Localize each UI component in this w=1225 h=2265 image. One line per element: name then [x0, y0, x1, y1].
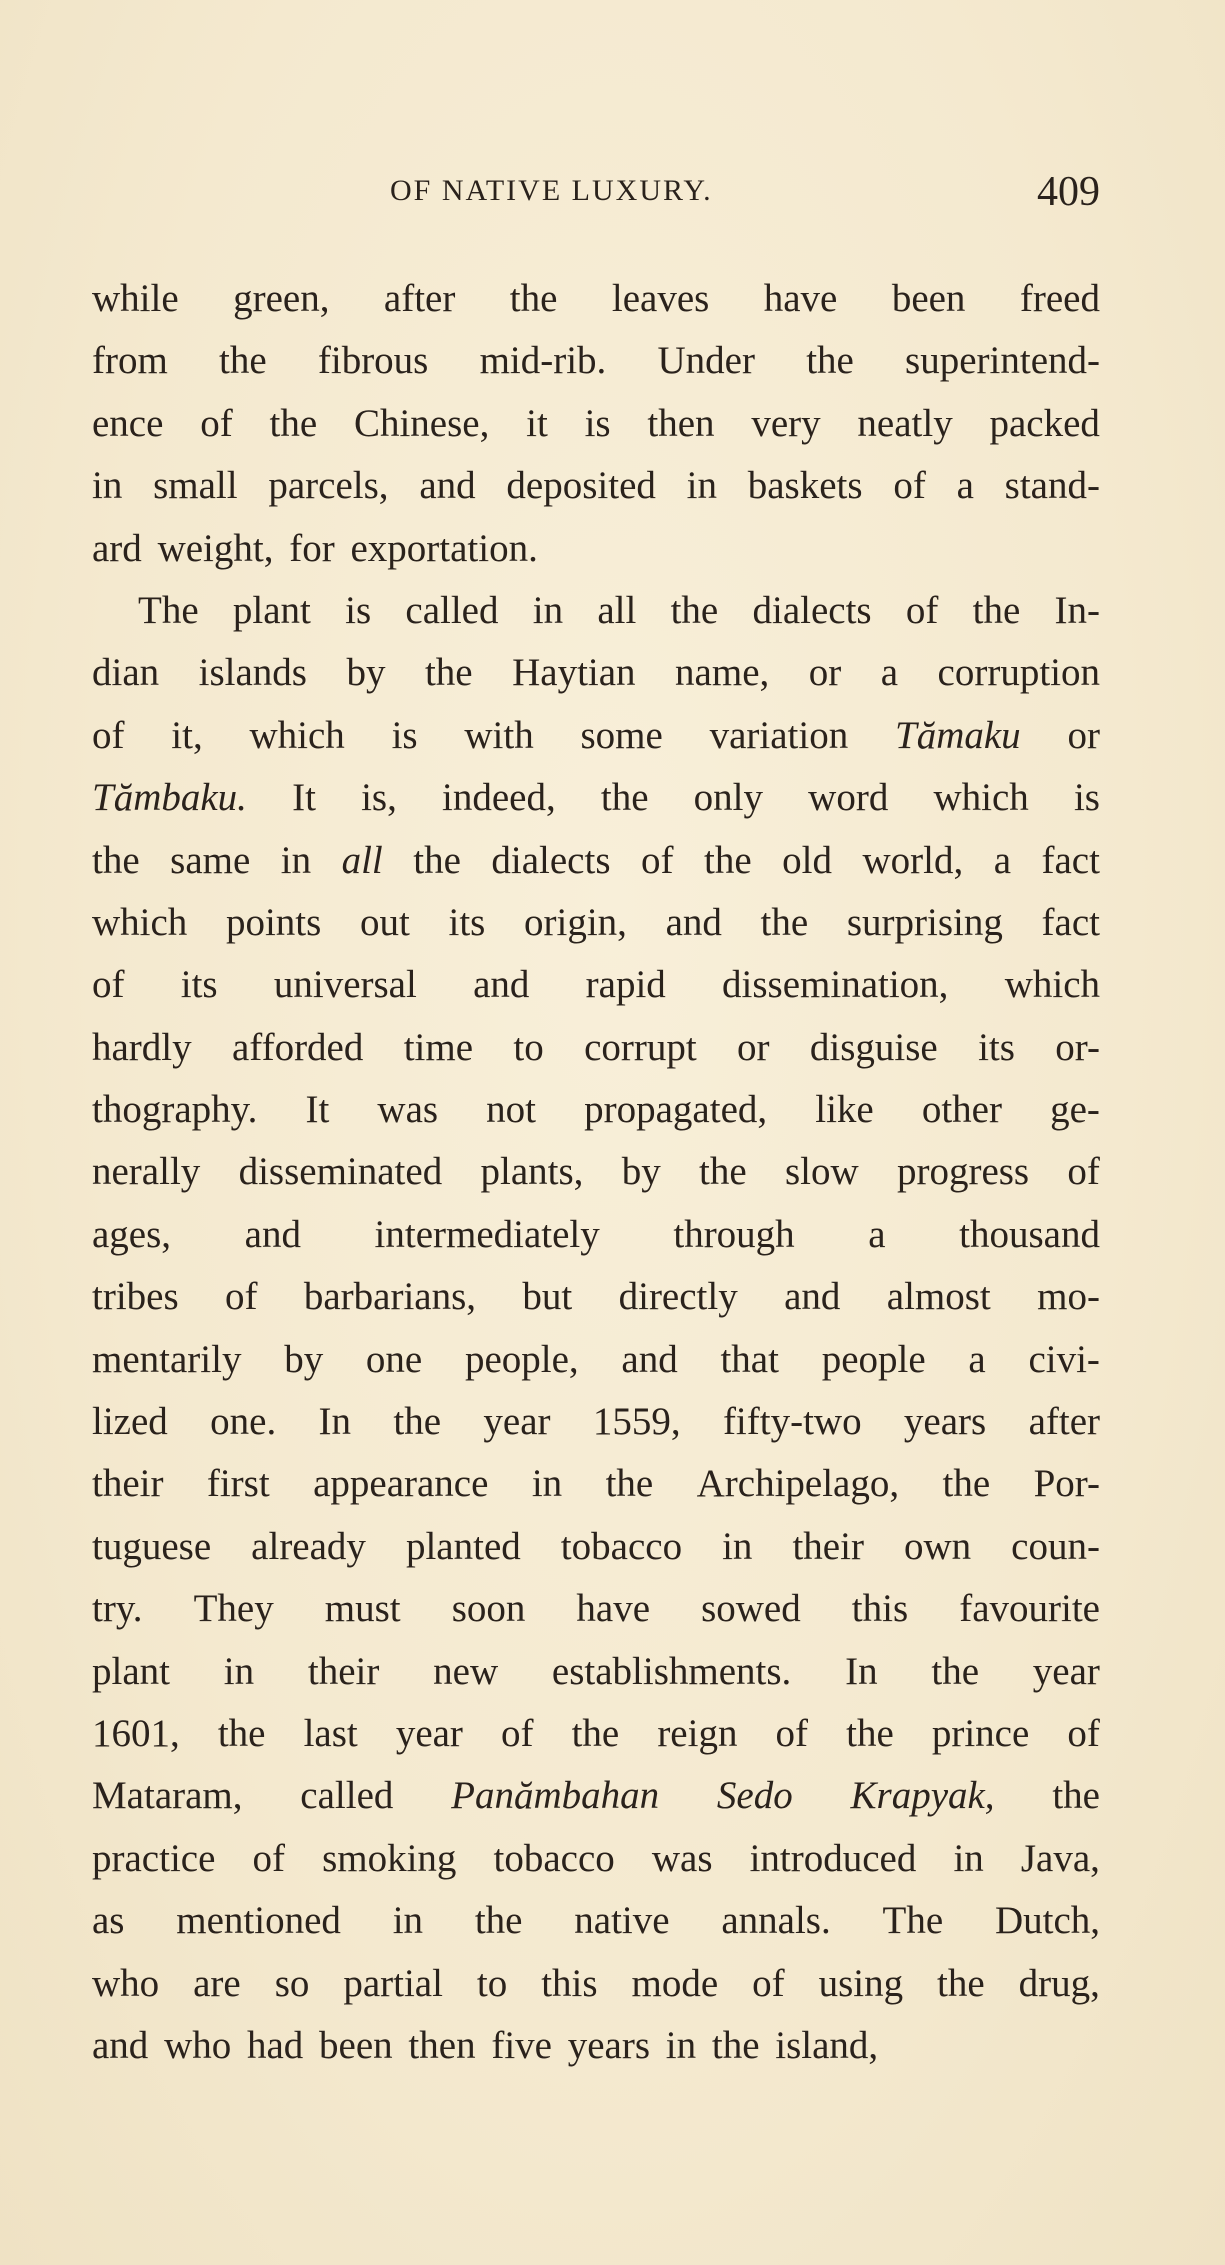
word: deposited [506, 464, 656, 508]
word: of [1067, 1711, 1100, 1755]
word: Tămbaku. [92, 776, 247, 820]
word: the [806, 339, 854, 383]
text-line [92, 1953, 1100, 2015]
word: ence [92, 401, 164, 445]
word: but [522, 1275, 573, 1319]
word: of [92, 713, 125, 757]
word: its [448, 900, 486, 944]
word: which [249, 713, 345, 757]
word: fact [1041, 838, 1100, 882]
word: the [571, 1711, 620, 1755]
word: a [956, 464, 974, 508]
word: that [720, 1337, 779, 1381]
word: thousand [959, 1212, 1100, 1256]
word: disseminated [238, 1150, 443, 1194]
word: or [1067, 713, 1100, 757]
word: plant [232, 588, 311, 632]
word: establishments. [551, 1649, 792, 1693]
word: or- [1055, 1025, 1100, 1069]
word: years [567, 2023, 651, 2067]
word: superintend- [905, 339, 1100, 383]
word: dialects [752, 588, 872, 632]
word: last [303, 1711, 358, 1755]
word: fibrous [317, 339, 429, 383]
word: as [92, 1899, 125, 1943]
text-line [92, 830, 1100, 892]
word: mid-rib. [479, 339, 607, 383]
word: civi- [1028, 1337, 1100, 1381]
word: it, [171, 713, 203, 757]
text-line [92, 1329, 1100, 1391]
word: tribes [92, 1275, 179, 1319]
word: called [405, 588, 499, 632]
word: been [891, 277, 966, 320]
word: directly [618, 1275, 738, 1319]
word: in [531, 1462, 563, 1506]
word: in [722, 1524, 753, 1568]
word: tuguese [92, 1524, 212, 1568]
word: a [993, 838, 1011, 882]
word: its [180, 963, 218, 1007]
word: is [584, 401, 611, 445]
text-line [92, 268, 1100, 330]
word: introduced [749, 1836, 917, 1880]
word: its [978, 1025, 1015, 1069]
word: the [424, 651, 473, 695]
word: to [476, 1961, 508, 2005]
word: tobacco [560, 1524, 683, 1568]
text-line [92, 580, 1100, 642]
word: the [760, 900, 809, 944]
word: world, [862, 838, 964, 882]
word: new [433, 1649, 499, 1693]
word: of [752, 1961, 785, 2005]
text-line [92, 1890, 1100, 1952]
word: packed [989, 401, 1100, 445]
word: the [269, 401, 318, 445]
word: prince [931, 1711, 1030, 1755]
word: and [92, 2023, 149, 2067]
word: green, [233, 277, 330, 320]
word: Haytian [512, 651, 636, 695]
word: soon [451, 1587, 526, 1631]
word: the [703, 838, 752, 882]
word: the [711, 2023, 760, 2067]
word: indeed, [441, 776, 556, 820]
word: of [775, 1711, 809, 1755]
word: to [513, 1025, 544, 1069]
word: The [882, 1899, 944, 1943]
word: the [605, 1462, 654, 1506]
word: tobacco [493, 1836, 615, 1880]
word: hardly [92, 1025, 192, 1069]
word: had [246, 2023, 304, 2067]
word: the [937, 1961, 985, 2005]
word: five [491, 2023, 552, 2067]
word: their [92, 1462, 164, 1506]
word: of [893, 464, 926, 508]
word: was [377, 1088, 439, 1132]
word: of [225, 1275, 258, 1319]
word: then [408, 2023, 476, 2067]
word: some [580, 713, 663, 757]
word: the [931, 1649, 980, 1693]
word: nerally [92, 1150, 201, 1194]
running-header [90, 168, 1100, 228]
word: slow [784, 1150, 859, 1194]
word: progress [896, 1150, 1030, 1194]
word: thography. [92, 1088, 258, 1132]
word: Java, [1020, 1836, 1100, 1880]
word: plant [92, 1649, 170, 1693]
word: planted [405, 1524, 521, 1568]
text-line [92, 1765, 1100, 1827]
word: after [1028, 1400, 1100, 1444]
word: in [392, 1899, 424, 1943]
word: reign [657, 1711, 738, 1755]
word: this [851, 1587, 909, 1631]
word: by [621, 1150, 661, 1194]
word: of [501, 1711, 534, 1755]
word: rapid [585, 963, 666, 1007]
word: and [621, 1337, 678, 1381]
word: which [933, 776, 1029, 820]
word: intermediately [374, 1212, 600, 1256]
word: smoking [322, 1836, 457, 1880]
word: universal [273, 963, 417, 1007]
text-line [92, 1703, 1100, 1765]
word: variation [709, 713, 849, 757]
word: Tămaku [895, 713, 1021, 757]
word: is, [361, 776, 397, 820]
word: very [751, 401, 821, 445]
word: is [345, 588, 372, 632]
word: Krapyak, [850, 1774, 995, 1818]
word: of [641, 838, 674, 882]
word: neatly [857, 401, 953, 445]
word: other [921, 1088, 1002, 1132]
word: In- [1054, 588, 1100, 632]
text-line [92, 1516, 1100, 1578]
word: their [792, 1524, 864, 1568]
word: in [532, 588, 564, 632]
word: fact [1041, 900, 1100, 944]
word: one. [210, 1400, 277, 1444]
text-line [92, 1641, 1100, 1703]
word: the [219, 339, 267, 383]
word: the [972, 588, 1021, 632]
word: island, [775, 2023, 879, 2067]
text-line [92, 1141, 1100, 1203]
word: who [92, 1961, 160, 2005]
word: disguise [809, 1025, 938, 1069]
word: have [576, 1587, 651, 1631]
word: a [868, 1212, 886, 1256]
word: one [365, 1337, 423, 1381]
text-line [92, 455, 1100, 517]
word: baskets [747, 464, 863, 508]
body-text [92, 268, 1100, 2077]
word: In [318, 1400, 352, 1444]
word: They [193, 1587, 274, 1631]
word: ard [92, 526, 142, 570]
word: is [1073, 776, 1100, 820]
word: of [1067, 1150, 1100, 1194]
word: and [665, 900, 722, 944]
word: same [170, 838, 251, 882]
word: of [92, 963, 125, 1007]
word: parcels, [268, 464, 389, 508]
word: old [782, 838, 832, 882]
word: year [483, 1400, 551, 1444]
word: in [223, 1649, 255, 1693]
word: the [942, 1462, 991, 1506]
word: small [153, 464, 238, 508]
word: propagated, [584, 1088, 768, 1132]
word: and [473, 963, 530, 1007]
word: a [968, 1337, 986, 1381]
word: Under [657, 339, 755, 383]
text-line [92, 1391, 1100, 1453]
word: the [474, 1899, 523, 1943]
word: a [880, 651, 899, 695]
word: people [821, 1337, 926, 1381]
text-line [92, 1578, 1100, 1640]
word: Panămbahan [451, 1774, 660, 1818]
word: almost [886, 1275, 991, 1319]
text-line [92, 1204, 1100, 1266]
word: of [252, 1836, 285, 1880]
word: year [395, 1711, 463, 1755]
page-number: 409 [1037, 169, 1100, 215]
word: islands [198, 651, 307, 695]
word: all [597, 588, 637, 632]
word: the [600, 776, 649, 820]
word: in [686, 464, 717, 508]
word: leaves [611, 277, 710, 320]
word: favourite [959, 1587, 1100, 1631]
word: ge- [1050, 1088, 1100, 1132]
word: It [305, 1088, 330, 1132]
word: ages, [92, 1212, 172, 1256]
word: already [251, 1524, 366, 1568]
word: are [193, 1961, 241, 2005]
word: and [784, 1275, 841, 1319]
word: all [341, 838, 383, 882]
word: with [464, 713, 534, 757]
word: weight, [157, 526, 274, 570]
word: in [953, 1836, 984, 1880]
text-line [92, 330, 1100, 392]
word: mode [631, 1961, 719, 2005]
word: coun- [1011, 1524, 1100, 1568]
word: of [905, 588, 939, 632]
word: in [665, 2023, 697, 2067]
word: plants, [480, 1150, 584, 1194]
word: of [200, 401, 233, 445]
word: Dutch, [994, 1899, 1100, 1943]
word: while [92, 277, 179, 320]
text-line [92, 1266, 1100, 1328]
word: own [903, 1524, 972, 1568]
word: this [541, 1961, 598, 2005]
word: sowed [701, 1587, 801, 1631]
word: dissemination, [722, 963, 949, 1007]
word: points [225, 900, 322, 944]
text-line [92, 1453, 1100, 1515]
word: Por- [1033, 1462, 1100, 1506]
word: It [292, 776, 316, 820]
word: by [346, 651, 386, 695]
word: practice [92, 1836, 216, 1880]
word: the [670, 588, 719, 632]
word: corrupt [584, 1025, 697, 1069]
word: year [1032, 1649, 1100, 1693]
word: or [808, 651, 842, 695]
word: people, [464, 1337, 579, 1381]
word: so [274, 1961, 310, 2005]
text-line [92, 892, 1100, 954]
word: and [419, 464, 476, 508]
word: it [526, 401, 548, 445]
word: like [815, 1088, 874, 1132]
text-line [92, 393, 1100, 455]
word: Sedo [716, 1774, 793, 1818]
word: drug, [1018, 1961, 1100, 2005]
word: is [391, 713, 418, 757]
word: the [92, 838, 140, 882]
word: corruption [937, 651, 1100, 695]
text-line [92, 642, 1100, 704]
word: who [164, 2023, 232, 2067]
word: name, [675, 651, 770, 695]
word: by [284, 1337, 324, 1381]
word: then [647, 401, 715, 445]
word: 1559, [592, 1400, 681, 1444]
word: the [413, 838, 461, 882]
word: the [217, 1711, 266, 1755]
word: dian [92, 651, 160, 695]
text-line [92, 1828, 1100, 1890]
word: surprising [846, 900, 1003, 944]
text-line [92, 2015, 1100, 2077]
word: the [509, 277, 558, 320]
word: for [289, 526, 335, 570]
word: word [808, 776, 889, 820]
word: appearance [313, 1462, 489, 1506]
text-line [92, 705, 1100, 767]
text-line [92, 767, 1100, 829]
word: their [307, 1649, 380, 1693]
word: called [300, 1774, 394, 1818]
word: the [393, 1400, 442, 1444]
text-line [92, 518, 1100, 580]
word: only [693, 776, 764, 820]
word: in [280, 838, 312, 882]
word: time [403, 1025, 474, 1069]
text-line [92, 954, 1100, 1016]
word: been [319, 2023, 393, 2067]
text-line [92, 1017, 1100, 1079]
word: the [699, 1150, 747, 1194]
word: first [206, 1462, 270, 1506]
word: mo- [1037, 1275, 1100, 1319]
word: in [92, 464, 123, 508]
word: Chinese, [353, 401, 490, 445]
word: afforded [231, 1025, 364, 1069]
word: the [1052, 1774, 1100, 1818]
word: partial [343, 1961, 443, 2005]
word: out [359, 900, 410, 944]
word: the [846, 1711, 894, 1755]
word: years [903, 1400, 987, 1444]
word: Mataram, [92, 1774, 243, 1818]
word: from [92, 339, 168, 383]
word: stand- [1004, 464, 1100, 508]
word: try. [92, 1587, 143, 1631]
word: The [138, 588, 199, 632]
word: not [486, 1088, 537, 1132]
word: In [845, 1649, 878, 1693]
word: mentioned [176, 1899, 341, 1943]
word: freed [1019, 277, 1100, 320]
word: have [763, 277, 838, 320]
word: fifty-two [722, 1400, 862, 1444]
word: Archipelago, [696, 1462, 900, 1506]
word: 1601, [92, 1711, 180, 1755]
text-line [92, 1079, 1100, 1141]
word: must [324, 1587, 401, 1631]
word: barbarians, [303, 1275, 477, 1319]
word: through [673, 1212, 795, 1256]
word: or [737, 1025, 770, 1069]
word: dialects [491, 838, 611, 882]
word: mentarily [92, 1337, 242, 1381]
word: annals. [721, 1899, 831, 1943]
word: using [818, 1961, 904, 2005]
word: lized [92, 1400, 168, 1444]
word: which [92, 900, 188, 944]
word: and [244, 1212, 301, 1256]
running-title: OF NATIVE LUXURY. [390, 174, 713, 207]
word: exportation. [350, 526, 538, 570]
word: which [1004, 963, 1100, 1007]
word: origin, [524, 900, 627, 944]
word: was [651, 1836, 713, 1880]
word: after [383, 277, 456, 320]
word: native [574, 1899, 670, 1943]
